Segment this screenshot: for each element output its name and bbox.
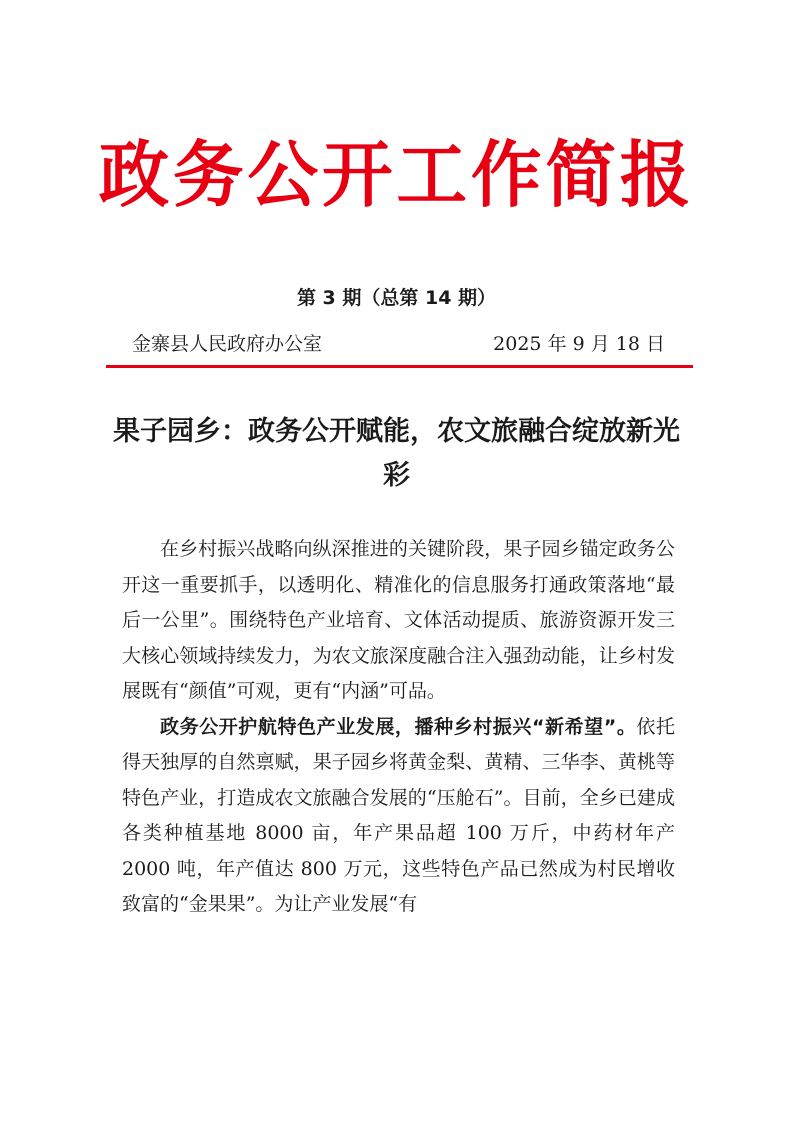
red-divider-line [106,365,693,368]
paragraph-industry [122,710,675,923]
masthead-title: 政务公开工作简报 [98,133,695,217]
article-title: 果子园乡：政务公开赋能，农文旅融合绽放新光彩 [113,416,680,491]
issue-date: 2025 年 9 月 18 日 [493,333,665,355]
issuing-office: 金寨县人民政府办公室 [132,333,323,355]
paragraph-lead-heading: 政务公开护航特色产业发展，播种乡村振兴“新希望”。 [160,715,637,738]
paragraph-industry-text: 依托得天独厚的自然禀赋，果子园乡将黄金梨、黄精、三华李、黄桃等特色产业，打造成农文旅融合发展的“压舱石”。目前，全乡已建成各类种植基地 8000 亩，年产果品超 100 万斤，中药材年产 2000 吨，年产值达 800 万元，这些特色产品已然成为村民增收致富的“金果果”。为让产业发展“有 [122,715,675,915]
issue-number: 第 3 期（总第 14 期） [296,287,497,309]
article-body [122,532,675,923]
paragraph-intro-text: 在乡村振兴战略向纵深推进的关键阶段，果子园乡锚定政务公开这一重要抓手，以透明化、精准化的信息服务打通政策落地“最后一公里”。围绕特色产业培育、文体活动提质、旅游资源开发三大核心领域持续发力，为农文旅深度融合注入强劲动能，让乡村发展既有“颜值”可观，更有“内涵”可品。 [122,538,675,702]
paragraph-intro [122,532,675,710]
